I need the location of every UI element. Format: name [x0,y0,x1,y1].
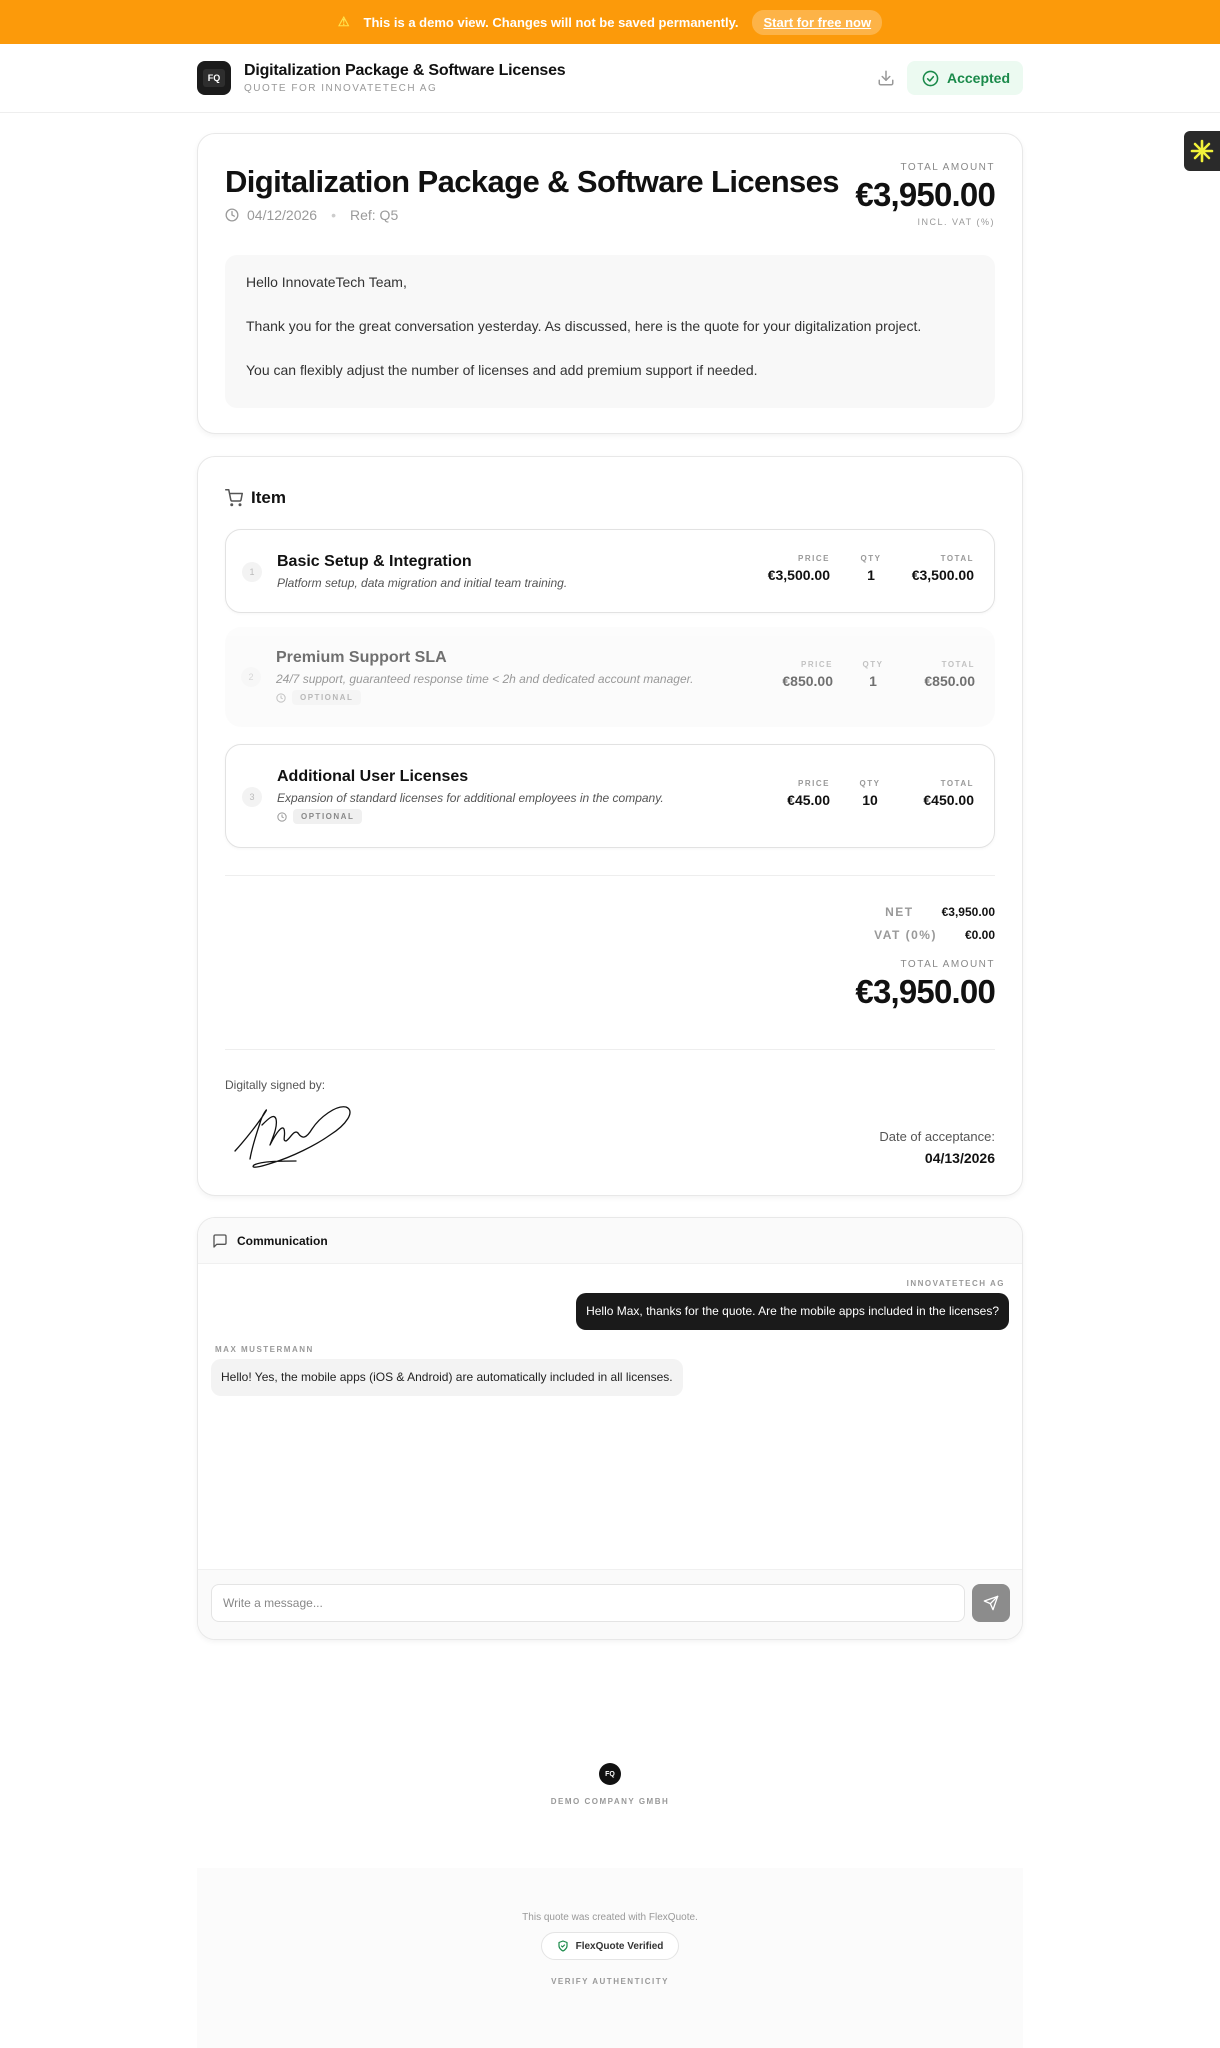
optional-label: OPTIONAL [292,690,361,705]
acceptance-label: Date of acceptance: [879,1129,995,1144]
optional-label: OPTIONAL [293,809,362,824]
vat-value: €0.00 [964,928,995,942]
communication-heading: Communication [237,1233,328,1248]
top-bar [0,44,1220,113]
total-label: TOTAL [940,554,974,563]
price-value: €3,500.00 [767,567,830,583]
side-widget-button[interactable] [1184,131,1220,171]
item-qty [856,554,886,583]
divider [225,1049,995,1050]
items-heading-label: Item [251,488,286,507]
total-label: TOTAL [940,779,974,788]
send-button[interactable] [972,1584,1010,1622]
sparkle-icon [1189,138,1215,164]
total-amount-label: TOTAL AMOUNT [900,162,995,173]
item-number: 3 [242,787,262,807]
total-value: €3,500.00 [911,567,974,583]
message-sender: INNOVATETECH AG [906,1279,1005,1288]
item-total [924,660,975,689]
quote-ref: Ref: Q5 [349,207,399,223]
item-price [768,554,830,583]
quote-header-card [197,133,1023,434]
message-input[interactable] [211,1584,965,1622]
quote-title: Digitalization Package & Software Licenses [225,164,839,199]
item-name: Premium Support SLA [276,649,447,666]
start-free-link[interactable]: Start for free now [752,10,882,35]
meta-separator: • [331,207,336,223]
price-value: €45.00 [787,792,830,808]
item-qty [853,779,887,808]
message-line-1: Thank you for the great conversation yesterday. As discussed, here is the quote for your digitalization project. [246,318,922,334]
item-number: 1 [242,562,262,582]
total-value: €850.00 [924,673,975,689]
price-value: €850.00 [782,673,833,689]
optional-tag [277,809,362,824]
total-amount: €3,950.00 [855,176,995,213]
item-total [923,779,974,808]
logo-text: FQ [203,69,225,87]
qty-value: 1 [867,567,875,583]
chat-message: Hello Max, thanks for the quote. Are the mobile apps included in the licenses? [576,1293,1009,1330]
verified-label: FlexQuote Verified [575,1940,664,1952]
item-price [787,779,830,808]
item-number: 2 [241,667,261,687]
message-greeting: Hello InnovateTech Team, [246,274,407,290]
acceptance-date: 04/13/2026 [924,1150,995,1166]
net-label: NET [885,905,914,919]
communication-card [197,1217,1023,1640]
item-qty [858,660,888,689]
shield-check-icon [557,1940,569,1952]
company-logo [197,61,231,95]
vat-note: INCL. VAT (%) [917,217,995,227]
status-badge [907,61,1023,95]
verified-badge-button[interactable] [541,1932,679,1960]
footer-brand [197,1718,1023,1866]
clock-icon [225,208,239,222]
item-price [782,660,833,689]
price-label: PRICE [801,660,833,669]
check-circle-icon [922,70,939,87]
demo-banner-message: This is a demo view. Changes will not be saved permanently. [363,14,739,30]
communication-header [198,1218,1023,1264]
status-label: Accepted [947,70,1011,86]
items-card [197,456,1023,1196]
items-heading [225,488,286,508]
qty-value: 10 [862,792,878,808]
quote-meta [225,207,398,223]
footer-verification [197,1868,1023,2048]
item-description: Platform setup, data migration and initial team training. [277,576,568,590]
grand-total-label: TOTAL AMOUNT [900,959,995,970]
item-description: Expansion of standard licenses for additional employees in the company. [277,791,664,805]
net-row [885,905,995,919]
header-title: Digitalization Package & Software Licenses [244,62,566,79]
download-icon [877,69,895,87]
total-label: TOTAL [941,660,975,669]
message-composer [198,1569,1023,1639]
footer-company: DEMO COMPANY GMBH [550,1797,670,1806]
signed-by-label: Digitally signed by: [225,1078,326,1092]
quote-date: 04/12/2026 [247,207,318,223]
chat-icon [212,1233,228,1249]
qty-label: QTY [860,554,882,563]
line-item[interactable] [225,744,995,848]
send-icon [983,1595,999,1611]
grand-total: €3,950.00 [855,973,995,1010]
item-name: Basic Setup & Integration [277,553,472,570]
footer-created-note: This quote was created with FlexQuote. [522,1912,698,1923]
item-name: Additional User Licenses [277,768,469,785]
cart-icon [225,489,243,507]
vat-label: VAT (0%) [874,928,937,942]
line-item[interactable] [225,627,995,727]
net-value: €3,950.00 [941,905,995,919]
clock-icon [277,812,287,822]
item-description: 24/7 support, guaranteed response time < 2h and dedicated account manager. [276,672,694,686]
verify-authenticity-link[interactable]: VERIFY AUTHENTICITY [551,1977,669,1986]
download-button[interactable] [874,66,898,90]
message-sender: MAX MUSTERMANN [215,1345,314,1354]
qty-label: QTY [859,779,881,788]
price-label: PRICE [798,779,830,788]
qty-label: QTY [862,660,884,669]
quote-message [225,255,995,408]
demo-banner [0,0,1220,44]
message-line-2: You can flexibly adjust the number of licenses and add premium support if needed. [246,362,758,378]
line-item[interactable] [225,529,995,613]
total-value: €450.00 [923,792,974,808]
price-label: PRICE [798,554,830,563]
footer-logo: FQ [599,1763,621,1785]
qty-value: 1 [869,673,877,689]
warning-icon: ⚠ [337,14,350,29]
signature-image [232,1099,362,1175]
vat-row [874,928,995,942]
clock-icon [276,693,286,703]
item-total [912,554,974,583]
chat-message: Hello! Yes, the mobile apps (iOS & Android) are automatically included in all licenses. [211,1359,683,1396]
divider [225,875,995,876]
header-subtitle: QUOTE FOR INNOVATETECH AG [244,83,438,94]
optional-tag [276,690,361,705]
